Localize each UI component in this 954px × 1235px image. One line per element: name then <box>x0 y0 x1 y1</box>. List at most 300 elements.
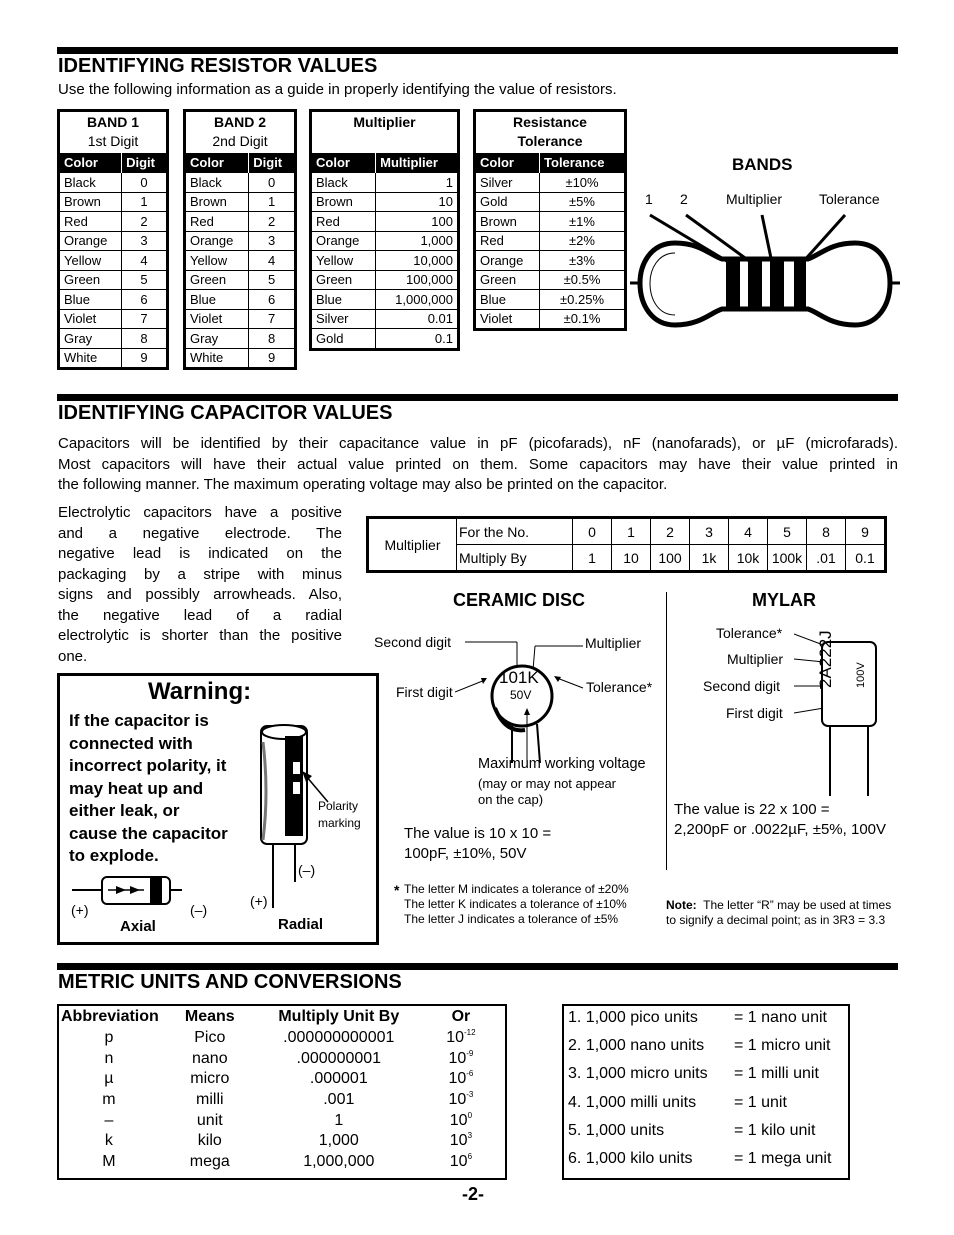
value-cell: 7 <box>249 309 294 329</box>
table-row <box>60 212 166 232</box>
ceramic-title: CERAMIC DISC <box>453 590 586 610</box>
color-cell: Red <box>312 212 376 232</box>
mult-value: .01 <box>807 545 846 572</box>
tolerance-title2: Tolerance <box>517 133 583 149</box>
color-cell: Brown <box>312 192 376 212</box>
note-line-2: to signify a decimal point; as in 3R3 = 3.3 <box>666 913 886 927</box>
value-cell: 100,000 <box>376 270 457 290</box>
mylar-multiplier: Multiplier <box>727 651 784 667</box>
value-cell: ±3% <box>540 251 624 271</box>
value-cell: 6 <box>122 290 166 310</box>
conversion-right: = 1 micro unit <box>734 1037 831 1054</box>
metric-means-cell: milli <box>196 1091 224 1109</box>
capacitor-intro <box>58 434 898 496</box>
footnote-line: The letter M indicates a tolerance of ±20% <box>404 882 629 896</box>
metric-means-cell: micro <box>190 1070 230 1088</box>
ceramic-first-digit: First digit <box>396 684 453 700</box>
metric-power-cell <box>417 1152 505 1173</box>
color-cell: Yellow <box>312 251 376 271</box>
metric-header-abbreviation: Abbreviation <box>61 1008 159 1025</box>
mult-table-row1-label: For the No. <box>457 518 573 545</box>
metric-power-exponent: -6 <box>466 1069 474 1079</box>
value-cell: ±2% <box>540 231 624 251</box>
mylar-capacitor-icon <box>794 628 884 798</box>
conversion-right: = 1 kilo unit <box>734 1122 816 1139</box>
metric-means-cell: mega <box>189 1152 230 1170</box>
value-cell: 1 <box>122 192 166 212</box>
page-number: -2- <box>462 1184 484 1204</box>
band2-title: BAND 2 <box>213 114 267 130</box>
color-cell: Silver <box>476 173 540 193</box>
metric-power-base: 10 <box>449 1111 468 1129</box>
value-cell: 7 <box>122 309 166 329</box>
metric-power-cell <box>417 1110 505 1131</box>
electrolytic-line: electrolytic is shorter than the positive <box>58 627 342 644</box>
value-cell: 1 <box>249 192 294 212</box>
value-cell: ±0.25% <box>540 290 624 310</box>
band1-table <box>57 109 169 370</box>
warning-line: to explode. <box>69 846 159 865</box>
table-row <box>312 231 457 251</box>
value-cell: 10,000 <box>376 251 457 271</box>
color-cell: Red <box>60 212 122 232</box>
band1-col-digit: Digit <box>122 153 166 173</box>
color-cell: Violet <box>186 309 249 329</box>
value-cell: 0 <box>122 173 166 193</box>
mult-value: 100k <box>768 545 807 572</box>
table-row <box>186 309 294 329</box>
table-row <box>59 1110 505 1131</box>
note-line-1 <box>666 898 891 913</box>
bands-title: BANDS <box>732 155 793 174</box>
color-cell: Green <box>60 270 122 290</box>
color-cell: Orange <box>60 231 122 251</box>
conversion-row <box>568 1150 832 1168</box>
metric-abbr-cell: p <box>104 1029 114 1047</box>
table-row <box>476 231 624 251</box>
value-cell: 4 <box>249 251 294 271</box>
table-row <box>476 251 624 271</box>
table-row <box>186 231 294 251</box>
value-cell: 8 <box>249 329 294 349</box>
radial-label: Radial <box>278 916 324 933</box>
metric-abbr-cell: n <box>104 1049 114 1067</box>
warning-text <box>69 710 228 868</box>
polarity-label-2: marking <box>318 816 361 830</box>
section-rule <box>57 394 898 401</box>
ceramic-multiplier: Multiplier <box>585 635 642 651</box>
metric-power-exponent: -3 <box>466 1090 474 1100</box>
table-row <box>59 1028 505 1049</box>
mult-value: 1k <box>690 545 729 572</box>
color-cell: Blue <box>312 290 376 310</box>
intro-line: Most capacitors will have their actual value printed on them. Some capacitors may have their value printed in <box>58 455 898 473</box>
table-row <box>186 192 294 212</box>
band1-col-color: Color <box>60 153 122 173</box>
warning-line: If the capacitor is <box>69 711 209 730</box>
footnote-line: The letter K indicates a tolerance of ±10% <box>404 897 627 911</box>
metric-power-exponent: -9 <box>466 1048 474 1058</box>
ceramic-may-2: on the cap) <box>478 792 544 807</box>
mylar-first-digit: First digit <box>726 705 783 721</box>
note-label: Note: <box>666 898 697 912</box>
mult-value: 10k <box>729 545 768 572</box>
table-row <box>476 270 624 290</box>
electrolytic-line: the negative lead of a radial <box>58 606 342 624</box>
band2-col-digit: Digit <box>249 153 294 173</box>
table-row <box>312 251 457 271</box>
value-cell: 0.1 <box>376 329 457 348</box>
electrolytic-line: negative lead is indicated on the <box>58 545 342 562</box>
mylar-voltage: 100V <box>855 662 867 688</box>
value-cell: 0.01 <box>376 309 457 329</box>
table-row <box>312 173 457 193</box>
conversion-right: = 1 milli unit <box>734 1065 819 1082</box>
color-cell: Gray <box>186 329 249 349</box>
color-cell: Gold <box>312 329 376 348</box>
metric-power-base: 10 <box>446 1029 465 1047</box>
mylar-code: 2A222J <box>816 630 835 688</box>
color-cell: Violet <box>60 309 122 329</box>
value-cell: 5 <box>122 270 166 290</box>
value-cell: 1,000,000 <box>376 290 457 310</box>
ceramic-code: 101K <box>499 668 539 687</box>
band1-title: BAND 1 <box>86 114 140 130</box>
resistor-diagram <box>630 205 900 365</box>
conversion-row <box>568 1037 831 1055</box>
table-row <box>186 290 294 310</box>
color-cell: Brown <box>476 212 540 232</box>
table-row <box>186 251 294 271</box>
electrolytic-line: one. <box>58 647 88 665</box>
capacitor-multiplier-table <box>366 516 887 573</box>
mult-value: 1 <box>573 545 612 572</box>
metric-means-cell: unit <box>196 1111 223 1129</box>
mult-value: 10 <box>612 545 651 572</box>
table-row <box>60 309 166 329</box>
conversion-left: 3. 1,000 micro units <box>568 1065 708 1082</box>
electrolytic-line: and a negative electrode. The <box>58 524 342 542</box>
value-cell: 10 <box>376 192 457 212</box>
metric-means-cell: kilo <box>197 1132 222 1150</box>
value-cell: ±10% <box>540 173 624 193</box>
table-row <box>60 270 166 290</box>
value-cell: 3 <box>249 231 294 251</box>
mult-number: 3 <box>690 518 729 545</box>
metric-section-title: METRIC UNITS AND CONVERSIONS <box>58 971 402 993</box>
ceramic-max-voltage: Maximum working voltage <box>478 756 646 772</box>
mylar-title: MYLAR <box>752 590 816 610</box>
band-label-multiplier: Multiplier <box>726 191 783 207</box>
color-cell: Blue <box>186 290 249 310</box>
table-row <box>60 251 166 271</box>
mult-value: 0.1 <box>846 545 886 572</box>
table-row <box>186 329 294 349</box>
table-row <box>59 1152 505 1173</box>
tolerance-table <box>473 109 627 331</box>
resistor-intro: Use the following information as a guide in properly identifying the value of resistors. <box>58 81 617 98</box>
ceramic-disc-icon <box>455 638 585 768</box>
conversion-row <box>568 1009 827 1027</box>
metric-mult-cell: .000000001 <box>296 1049 382 1067</box>
electrolytic-line: Electrolytic capacitors have a positive <box>58 504 342 521</box>
metric-power-base: 10 <box>449 1132 468 1150</box>
multiplier-col-multiplier: Multiplier <box>376 153 457 173</box>
value-cell: 0 <box>249 173 294 193</box>
color-cell: Black <box>60 173 122 193</box>
resistor-section-title: IDENTIFYING RESISTOR VALUES <box>58 55 378 77</box>
metric-power-base: 10 <box>448 1070 467 1088</box>
color-cell: Green <box>186 270 249 290</box>
tolerance-col-tolerance: Tolerance <box>540 153 624 173</box>
value-cell: 9 <box>249 348 294 367</box>
conversion-right: = 1 unit <box>734 1094 787 1111</box>
section-rule <box>57 47 898 54</box>
table-row <box>59 1069 505 1090</box>
color-cell: White <box>60 348 122 367</box>
conversion-right: = 1 nano unit <box>734 1009 827 1026</box>
color-cell: Orange <box>476 251 540 271</box>
metric-mult-cell: 1,000 <box>318 1132 359 1150</box>
vertical-divider <box>666 592 667 870</box>
ceramic-tolerance: Tolerance* <box>586 679 653 695</box>
mult-number: 2 <box>651 518 690 545</box>
metric-means-cell: Pico <box>194 1029 226 1047</box>
radial-minus-label: (–) <box>298 862 316 878</box>
table-row <box>476 173 624 193</box>
metric-abbr-cell: M <box>102 1152 116 1170</box>
table-row <box>59 1090 505 1111</box>
metric-power-cell <box>417 1049 505 1070</box>
metric-abbr-cell: – <box>104 1111 114 1129</box>
metric-power-exponent: -12 <box>464 1028 476 1038</box>
mylar-value-2: 2,200pF or .0022µF, ±5%, 100V <box>674 821 887 838</box>
ceramic-second-digit: Second digit <box>374 634 452 650</box>
metric-power-cell <box>417 1028 505 1049</box>
conversion-left: 4. 1,000 milli units <box>568 1094 697 1111</box>
table-row <box>476 290 624 310</box>
table-row <box>60 192 166 212</box>
mult-number: 9 <box>846 518 886 545</box>
section-rule <box>57 963 898 970</box>
mult-table-label: Multiplier <box>368 518 457 572</box>
conversion-right: = 1 mega unit <box>734 1150 832 1167</box>
color-cell: Gold <box>476 192 540 212</box>
warning-title: Warning: <box>148 678 252 705</box>
warning-line: cause the capacitor <box>69 823 228 843</box>
conversion-left: 1. 1,000 pico units <box>568 1009 698 1026</box>
value-cell: ±5% <box>540 192 624 212</box>
color-cell: Yellow <box>186 251 249 271</box>
color-cell: Gray <box>60 329 122 349</box>
intro-line: Capacitors will be identified by their capacitance value in pF (picofarads), nF (nanofarads), or µF (microfarads). <box>58 435 898 452</box>
conversion-row <box>568 1094 787 1112</box>
color-cell: Red <box>186 212 249 232</box>
metric-power-base: 10 <box>448 1049 467 1067</box>
mult-number: 8 <box>807 518 846 545</box>
mult-number: 1 <box>612 518 651 545</box>
warning-line: may heat up and <box>69 778 204 798</box>
table-row <box>60 173 166 193</box>
axial-label: Axial <box>120 918 156 935</box>
table-row <box>312 290 457 310</box>
table-row <box>476 212 624 232</box>
tolerance-title: Resistance <box>513 114 587 130</box>
footnote-line: The letter J indicates a tolerance of ±5% <box>404 912 619 926</box>
electrolytic-text <box>58 503 342 667</box>
color-cell: Brown <box>60 192 122 212</box>
warning-line: incorrect polarity, it <box>69 756 227 775</box>
metric-mult-cell: .000000000001 <box>283 1029 395 1047</box>
table-row <box>312 270 457 290</box>
mult-number: 4 <box>729 518 768 545</box>
conversion-left: 2. 1,000 nano units <box>568 1037 705 1054</box>
color-cell: Black <box>186 173 249 193</box>
color-cell: Black <box>312 173 376 193</box>
color-cell: Orange <box>312 231 376 251</box>
value-cell: 8 <box>122 329 166 349</box>
color-cell: Orange <box>186 231 249 251</box>
metric-header-or: Or <box>451 1008 471 1025</box>
value-cell: 2 <box>122 212 166 232</box>
mult-number: 0 <box>573 518 612 545</box>
mult-number: 5 <box>768 518 807 545</box>
mylar-value-1: The value is 22 x 100 = <box>674 801 830 818</box>
note-text: The letter “R” may be used at times <box>703 898 892 912</box>
value-cell: 1,000 <box>376 231 457 251</box>
band2-subtitle: 2nd Digit <box>212 133 268 149</box>
table-row <box>186 270 294 290</box>
value-cell: 1 <box>376 173 457 193</box>
band-label-tolerance: Tolerance <box>819 191 880 207</box>
mylar-second-digit: Second digit <box>703 678 781 694</box>
radial-plus-label: (+) <box>250 893 268 909</box>
table-row <box>186 212 294 232</box>
table-row <box>60 348 166 367</box>
conversion-row <box>568 1065 819 1083</box>
metric-header-multiply: Multiply Unit By <box>278 1008 400 1025</box>
conversion-left: 6. 1,000 kilo units <box>568 1150 693 1167</box>
value-cell: 5 <box>249 270 294 290</box>
metric-mult-cell: .001 <box>323 1091 355 1109</box>
color-cell: Silver <box>312 309 376 329</box>
metric-abbr-cell: m <box>102 1091 116 1109</box>
value-cell: 3 <box>122 231 166 251</box>
footnote-star: * <box>394 882 400 898</box>
warning-box <box>57 673 379 945</box>
multiplier-col-color: Color <box>312 153 376 173</box>
electrolytic-line: packaging by a stripe with minus <box>58 565 342 583</box>
metric-power-cell <box>417 1131 505 1152</box>
color-cell: White <box>186 348 249 367</box>
value-cell: 4 <box>122 251 166 271</box>
color-cell: Blue <box>60 290 122 310</box>
tolerance-col-color: Color <box>476 153 540 173</box>
value-cell: 100 <box>376 212 457 232</box>
metric-mult-cell: 1,000,000 <box>303 1152 375 1170</box>
electrolytic-line: signs and possibly arrowheads. Also, <box>58 586 342 603</box>
color-cell: Green <box>476 270 540 290</box>
ceramic-may-1: (may or may not appear <box>478 776 617 791</box>
table-row <box>312 329 457 348</box>
metric-units-table <box>57 1004 507 1180</box>
ceramic-voltage: 50V <box>510 688 532 702</box>
mylar-tolerance: Tolerance* <box>716 625 783 641</box>
mult-table-row2-label: Multiply By <box>457 545 573 572</box>
value-cell: ±0.5% <box>540 270 624 290</box>
color-cell: Yellow <box>60 251 122 271</box>
color-cell: Red <box>476 231 540 251</box>
ceramic-value-1: The value is 10 x 10 = <box>404 825 552 842</box>
metric-mult-cell: .000001 <box>309 1070 368 1088</box>
table-row <box>476 192 624 212</box>
metric-power-cell <box>417 1090 505 1111</box>
metric-power-base: 10 <box>449 1152 468 1170</box>
metric-power-cell <box>417 1069 505 1090</box>
conversion-row <box>568 1122 816 1140</box>
multiplier-table <box>309 109 460 351</box>
metric-power-exponent: 3 <box>467 1131 473 1141</box>
color-cell: Blue <box>476 290 540 310</box>
table-row <box>59 1131 505 1152</box>
table-row <box>60 231 166 251</box>
color-cell: Brown <box>186 192 249 212</box>
capacitor-section-title: IDENTIFYING CAPACITOR VALUES <box>58 402 393 424</box>
ceramic-value-2: 100pF, ±10%, 50V <box>404 845 527 862</box>
table-row <box>186 348 294 367</box>
metric-abbr-cell: k <box>104 1132 113 1150</box>
axial-plus-label: (+) <box>71 902 89 918</box>
value-cell: 2 <box>249 212 294 232</box>
radial-capacitor-icon <box>255 722 315 908</box>
value-cell: ±1% <box>540 212 624 232</box>
metric-abbr-cell: µ <box>104 1070 114 1088</box>
warning-line: either leak, or <box>69 801 180 820</box>
table-row <box>312 309 457 329</box>
band2-table <box>183 109 297 370</box>
band2-col-color: Color <box>186 153 249 173</box>
axial-capacitor-icon <box>72 874 182 908</box>
color-cell: Violet <box>476 309 540 328</box>
table-row <box>59 1049 505 1070</box>
mult-value: 100 <box>651 545 690 572</box>
conversion-left: 5. 1,000 units <box>568 1122 665 1139</box>
band1-subtitle: 1st Digit <box>87 133 139 149</box>
axial-minus-label: (–) <box>190 902 208 918</box>
metric-power-base: 10 <box>448 1091 467 1109</box>
metric-header-means: Means <box>184 1008 235 1025</box>
table-row <box>60 290 166 310</box>
value-cell: 6 <box>249 290 294 310</box>
table-row <box>60 329 166 349</box>
warning-line: connected with <box>69 733 193 753</box>
intro-line: the following manner. The maximum operating voltage may also be printed on the capacitor. <box>58 476 668 493</box>
table-row <box>186 173 294 193</box>
multiplier-title: Multiplier <box>353 114 416 130</box>
conversions-box <box>562 1004 850 1180</box>
value-cell: ±0.1% <box>540 309 624 328</box>
value-cell: 9 <box>122 348 166 367</box>
table-row <box>476 309 624 328</box>
metric-means-cell: nano <box>192 1049 228 1067</box>
polarity-label-1: Polarity <box>318 799 359 813</box>
table-row <box>312 212 457 232</box>
table-row <box>312 192 457 212</box>
color-cell: Green <box>312 270 376 290</box>
metric-power-exponent: 6 <box>467 1151 473 1161</box>
band-label-1: 1 <box>645 191 653 207</box>
metric-mult-cell: 1 <box>334 1111 344 1129</box>
